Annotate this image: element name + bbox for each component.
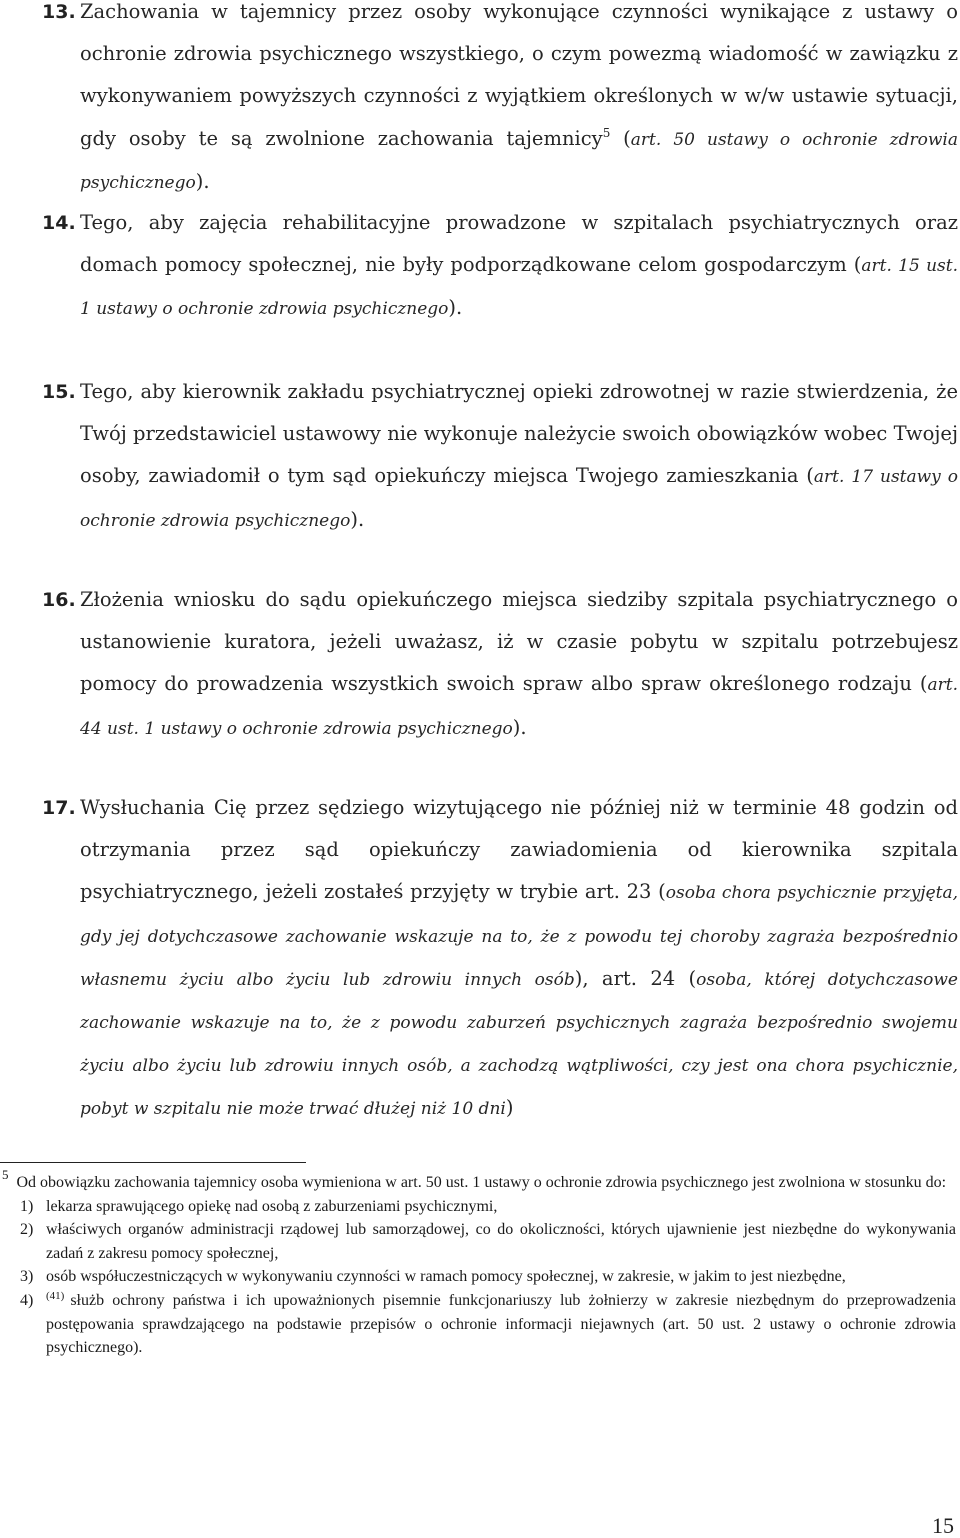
item-text: Zachowania w tajemnicy przez osoby wykonujące czynności wynikające z ustawy o ochronie zdrowia psychicznego wszystkiego, o czym powezmą wiadomość w zawiązku z wykonywaniem powyższych czynności z wyjątkiem określonych w w/w ustawie sytuacji, gdy osoby te są zwolnione zachowania tajemnicy$^5$ (art. 50 ustawy o ochronie zdrowia psychicznego). bbox=[80, 0, 959, 193]
amendment-reference: (41) bbox=[46, 1289, 65, 1302]
item-body: Zachowania w tajemnicy przez osoby wykonujące czynności wynikające z ustawy o ochronie zdrowia psychicznego wszystkiego, o czym powezmą wiadomość w zawiązku z wykonywaniem powyższych czynności z wyjątkiem określonych w w/w ustawie sytuacji, gdy osoby te są zwolnione zachowania tajemnicy bbox=[80, 0, 958, 150]
item-body: Wysłuchania Cię przez sędziego wizytującego nie później niż w terminie 48 godzin od otrzymania przez sąd opiekuńczy zawiadomienia od kierownika szpitala psychiatrycznego, jeżeli zostałeś przyjęty w trybie art. 23 ( bbox=[80, 796, 958, 904]
item-number: 15. bbox=[42, 381, 76, 403]
item-number: 16. bbox=[42, 589, 76, 611]
law-description: osoba, której dotychczasowe zachowanie wskazuje na to, że z powodu zaburzeń psychicznych zagraża bezpośrednio swojemu życiu albo życiu lub zdrowiu innych osób, a zachodzą wątpliwości, czy jest ona chora psychicznie, pobyt w szpitalu nie może trwać dłużej niż 10 dni bbox=[80, 969, 958, 1120]
law-description: osoba chora psychicznie przyjęta, gdy jej dotychczasowe zachowanie wskazuje na to, że z powodu tej choroby zagraża bezpośrednio własnemu życiu albo życiu lub zdrowiu innych osób bbox=[80, 883, 958, 990]
law-citation: art. 15 ust. 1 ustawy o ochronie zdrowia psychicznego bbox=[80, 256, 958, 320]
footnote-list bbox=[2, 1195, 956, 1360]
item-text: Tego, aby kierownik zakładu psychiatrycznej opieki zdrowotnej w razie stwierdzenia, że Twój przedstawiciel ustawowy nie wykonuje należycie swoich obowiązków wobec Twojej osoby, zawiadomił o tym sąd opiekuńczy miejsca Twojego zamieszkania (art. 17 ustawy o ochronie zdrowia psychicznego). bbox=[80, 380, 958, 531]
law-citation: art. 50 ustawy o ochronie zdrowia psychicznego bbox=[80, 129, 959, 193]
law-citation: art. 44 ust. 1 ustawy o ochronie zdrowia psychicznego bbox=[80, 675, 958, 739]
item-text: Złożenia wniosku do sądu opiekuńczego miejsca siedziby szpitala psychiatrycznego o ustanowienie kuratora, jeżeli uważasz, iż w czasie pobytu w szpitalu potrzebujesz pomocy do prowadzenia wszystkich swoich spraw albo spraw określonego rodzaju (art. 44 ust. 1 ustawy o ochronie zdrowia psychicznego). bbox=[80, 588, 958, 739]
list-item-13 bbox=[0, 0, 958, 204]
item-text: Tego, aby zajęcia rehabilitacyjne prowadzone w szpitalach psychiatrycznych oraz domach pomocy społecznej, nie były podporządkowane celom gospodarczym (art. 15 ust. 1 ustawy o ochronie zdrowia psychicznego). bbox=[80, 211, 958, 320]
footnote-list-item: 3) osób współuczestniczących w wykonywaniu czynności w ramach pomocy społecznej, w zakresie, w jakim to jest niezbędne, bbox=[20, 1268, 846, 1286]
item-body: Tego, aby kierownik zakładu psychiatrycznej opieki zdrowotnej w razie stwierdzenia, że Twój przedstawiciel ustawowy nie wykonuje należycie swoich obowiązków wobec Twojej osoby, zawiadomił o tym sąd opiekuńczy miejsca Twojego zamieszkania ( bbox=[80, 380, 958, 488]
footnote-intro: $^5$ Od obowiązku zachowania tajemnicy osoba wymieniona w art. 50 ust. 1 ustawy o ochronie zdrowia psychicznego jest zwolniona w stosunku do: bbox=[2, 1167, 947, 1191]
item-number: 13. bbox=[42, 1, 76, 23]
footnote-list-item: 4) $^{(41)}$ służb ochrony państwa i ich upoważnionych pisemnie funkcjonariuszy lub żołnierzy w zakresie niezbędnym do przeprowadzenia postępowania sprawdzającego na podstawie przepisów o ochronie informacji niejawnych (art. 50 ust. 2 ustawy o ochronie zdrowia psychicznego). bbox=[20, 1289, 956, 1357]
item-number: 14. bbox=[42, 212, 76, 234]
law-citation: art. 17 ustawy o ochronie zdrowia psychicznego bbox=[80, 467, 958, 531]
item-text: Wysłuchania Cię przez sędziego wizytującego nie później niż w terminie 48 godzin od otrzymania przez sąd opiekuńczy zawiadomienia od kierownika szpitala psychiatrycznego, jeżeli zostałeś przyjęty w trybie art. 23 (osoba chora psychicznie przyjęta, gdy jej dotychczasowe zachowanie wskazuje na to, że z powodu tej choroby zagraża bezpośrednio własnemu życiu albo życiu lub zdrowiu innych osób), art. 24 (osoba, której dotychczasowe zachowanie wskazuje na to, że z powodu zaburzeń psychicznych zagraża bezpośrednio swojemu życiu albo życiu lub zdrowiu innych osób, a zachodzą wątpliwości, czy jest ona chora psychicznie, pobyt w szpitalu nie może trwać dłużej niż 10 dni) bbox=[80, 796, 958, 1120]
list-item-16 bbox=[0, 579, 958, 750]
footnote-list-item: 1) lekarza sprawującego opiekę nad osobą z zaburzeniami psychicznymi, bbox=[20, 1197, 498, 1215]
list-item-14 bbox=[0, 202, 958, 331]
item-body: Tego, aby zajęcia rehabilitacyjne prowadzone w szpitalach psychiatrycznych oraz domach pomocy społecznej, nie były podporządkowane celom gospodarczym ( bbox=[80, 211, 958, 277]
list-item-17 bbox=[0, 787, 958, 1131]
footnote-list-item: 2) właściwych organów administracji rządowej lub samorządowej, co do okoliczności, których ujawnienie jest niezbędne do wykonywania zadań z zakresu pomocy społecznej, bbox=[20, 1221, 956, 1262]
footnote-separator bbox=[0, 1162, 306, 1163]
list-item-15 bbox=[0, 371, 958, 542]
page-number: 15 bbox=[932, 1513, 954, 1538]
footnote-reference[interactable]: 5 bbox=[602, 125, 611, 140]
item-number: 17. bbox=[42, 797, 76, 819]
item-body: Złożenia wniosku do sądu opiekuńczego miejsca siedziby szpitala psychiatrycznego o ustanowienie kuratora, jeżeli uważasz, iż w czasie pobytu w szpitalu potrzebujesz pomocy do prowadzenia wszystkich swoich spraw albo spraw określonego rodzaju ( bbox=[80, 588, 958, 696]
footnote-mark: 5 bbox=[2, 1167, 9, 1182]
footnote bbox=[2, 1167, 956, 1360]
